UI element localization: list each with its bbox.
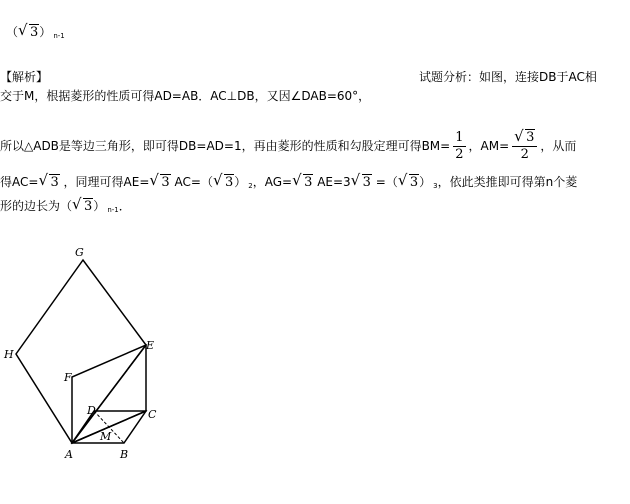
label-D: D: [87, 404, 96, 417]
line4-sqrt: √ 3: [72, 195, 93, 214]
line3-a: 得AC=: [0, 175, 39, 189]
line3-e: ，AG=: [252, 175, 293, 189]
line2-text-a: 所以△ADB是等边三角形，即可得DB=AD=1，再由菱形的性质和勾股定理可得BM=: [0, 139, 451, 153]
f-sqrt: √ 3: [350, 171, 371, 190]
label-A: A: [65, 448, 73, 461]
ac2-sqrt: √ 3: [212, 171, 234, 190]
am-fraction: √ 3 2: [512, 130, 537, 163]
line3-c: AC=（: [174, 175, 213, 189]
line3-b: ，同理可得AE=: [63, 175, 150, 189]
analysis-heading: 【解析】: [0, 70, 49, 84]
answer-exponent: n-1: [53, 32, 65, 40]
line4-a: 形的边长为（: [0, 199, 73, 213]
line3-h-exp: 3: [433, 182, 438, 190]
line3-d-exp: 2: [248, 182, 253, 190]
solution-line-1: 交于M，根据菱形的性质可得AD=AB．AC⊥DB，又因∠DAB=60°，: [0, 89, 371, 103]
label-E: E: [146, 339, 155, 352]
label-F: F: [64, 371, 72, 384]
line3-g: =（: [375, 175, 398, 189]
label-G: G: [75, 246, 84, 259]
line4-c: ．: [118, 199, 131, 213]
g-sqrt: √ 3: [397, 171, 419, 190]
line3-f: AE=3: [317, 175, 351, 189]
ae-sqrt: √ 3: [149, 171, 170, 190]
answer-sqrt: √ 3: [18, 21, 39, 40]
label-B: B: [120, 448, 129, 461]
ac-sqrt: √ 3: [38, 171, 59, 190]
label-H: H: [4, 348, 14, 361]
answer-close: ）: [39, 25, 52, 39]
ag-sqrt: √ 3: [292, 171, 313, 190]
answer-open: （: [6, 25, 19, 39]
bm-fraction: $\frac{1}{2}$: [455, 130, 464, 162]
analysis-lead: 试题分析：如图，连接DB于AC相: [419, 70, 597, 84]
line3-i: ，依此类推即可得第n个菱: [437, 175, 578, 189]
line3-h: ）: [419, 175, 432, 189]
rhombus-AEGH: [16, 260, 146, 443]
line3-d: ）: [234, 175, 247, 189]
line4-b: ）: [93, 199, 106, 213]
label-M: M: [100, 430, 112, 443]
label-C: C: [148, 408, 157, 421]
line2-text-c: ，从而: [540, 139, 577, 153]
line4-exp: n-1: [107, 206, 119, 214]
line2-text-b: ，AM=: [468, 139, 510, 153]
